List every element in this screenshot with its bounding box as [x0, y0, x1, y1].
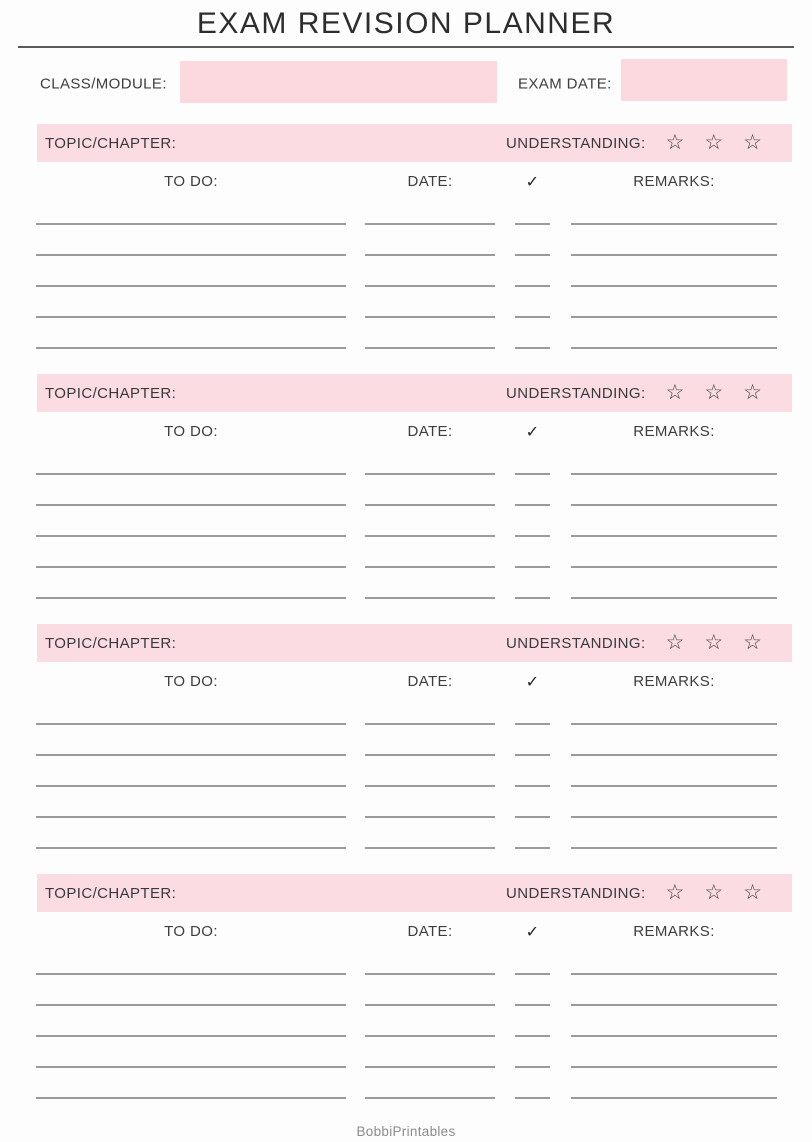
check-column-icon: ✓ [525, 423, 540, 441]
entry-row [36, 225, 812, 256]
entry-row [36, 975, 812, 1006]
topic-chapter-label: TOPIC/CHAPTER: [45, 134, 177, 152]
write-line-check[interactable] [515, 725, 550, 756]
write-line-date[interactable] [365, 225, 495, 256]
topic-chapter-bar [37, 874, 792, 912]
write-line-todo[interactable] [36, 1068, 346, 1099]
sections [0, 124, 812, 1099]
write-line-date[interactable] [365, 194, 495, 225]
star-icon[interactable]: ☆ [743, 380, 762, 404]
write-line-date[interactable] [365, 725, 495, 756]
write-line-remarks[interactable] [571, 756, 777, 787]
page-title: EXAM REVISION PLANNER [196, 7, 616, 40]
rows [0, 694, 812, 849]
stars [665, 380, 762, 404]
star-icon[interactable]: ☆ [704, 380, 724, 404]
col-date-label: DATE: [407, 923, 453, 940]
write-line-date[interactable] [365, 256, 495, 287]
entry-row [36, 256, 812, 287]
write-line-remarks[interactable] [571, 787, 777, 818]
col-todo-label: TO DO: [164, 673, 218, 690]
write-line-todo[interactable] [36, 537, 346, 568]
star-icon[interactable]: ☆ [743, 880, 762, 904]
col-date-label: DATE: [407, 173, 453, 190]
write-line-todo[interactable] [36, 787, 346, 818]
col-todo-label: TO DO: [164, 423, 218, 440]
write-line-remarks[interactable] [571, 694, 777, 725]
write-line-todo[interactable] [36, 568, 346, 599]
write-line-todo[interactable] [36, 475, 346, 506]
star-icon[interactable]: ☆ [743, 630, 762, 654]
entry-row [36, 694, 812, 725]
write-line-remarks[interactable] [571, 1037, 777, 1068]
stars [665, 880, 762, 904]
column-headers [36, 919, 812, 944]
write-line-date[interactable] [365, 475, 495, 506]
entry-row [36, 1037, 812, 1068]
write-line-remarks[interactable] [571, 475, 777, 506]
check-column-icon: ✓ [525, 923, 540, 941]
topic-chapter-bar [37, 374, 792, 412]
write-line-check[interactable] [515, 1068, 550, 1099]
star-icon[interactable]: ☆ [704, 630, 724, 654]
rows [0, 194, 812, 349]
understanding-group [506, 130, 762, 154]
column-headers [36, 169, 812, 194]
write-line-remarks[interactable] [571, 194, 777, 225]
understanding-group [506, 380, 762, 404]
col-remarks-label: REMARKS: [633, 673, 715, 690]
exam-date-label: EXAM DATE: [518, 75, 612, 93]
entry-row [36, 756, 812, 787]
write-line-remarks[interactable] [571, 318, 777, 349]
write-line-todo[interactable] [36, 444, 346, 475]
write-line-check[interactable] [515, 818, 550, 849]
star-icon[interactable]: ☆ [665, 630, 685, 654]
write-line-check[interactable] [515, 256, 550, 287]
write-line-todo[interactable] [36, 1006, 346, 1037]
write-line-date[interactable] [365, 287, 495, 318]
write-line-remarks[interactable] [571, 568, 777, 599]
write-line-remarks[interactable] [571, 506, 777, 537]
write-line-todo[interactable] [36, 818, 346, 849]
write-line-remarks[interactable] [571, 444, 777, 475]
write-line-check[interactable] [515, 1037, 550, 1068]
topic-chapter-bar [37, 624, 792, 662]
entry-row [36, 568, 812, 599]
write-line-todo[interactable] [36, 506, 346, 537]
write-line-todo[interactable] [36, 318, 346, 349]
write-line-check[interactable] [515, 506, 550, 537]
understanding-group [506, 880, 762, 904]
write-line-check[interactable] [515, 475, 550, 506]
write-line-todo[interactable] [36, 1037, 346, 1068]
write-line-check[interactable] [515, 537, 550, 568]
write-line-remarks[interactable] [571, 975, 777, 1006]
write-line-check[interactable] [515, 787, 550, 818]
write-line-check[interactable] [515, 225, 550, 256]
entry-row [36, 787, 812, 818]
understanding-label: UNDERSTANDING: [506, 634, 646, 652]
entry-row [36, 537, 812, 568]
write-line-todo[interactable] [36, 256, 346, 287]
star-icon[interactable]: ☆ [665, 380, 685, 404]
entry-row [36, 318, 812, 349]
write-line-date[interactable] [365, 444, 495, 475]
col-remarks-label: REMARKS: [633, 423, 715, 440]
write-line-date[interactable] [365, 787, 495, 818]
write-line-remarks[interactable] [571, 1068, 777, 1099]
section [0, 374, 812, 599]
write-line-check[interactable] [515, 1006, 550, 1037]
write-line-todo[interactable] [36, 194, 346, 225]
write-line-check[interactable] [515, 444, 550, 475]
title-divider [18, 46, 794, 48]
write-line-remarks[interactable] [571, 287, 777, 318]
col-todo-label: TO DO: [164, 923, 218, 940]
check-column-icon: ✓ [525, 173, 540, 191]
write-line-check[interactable] [515, 568, 550, 599]
topic-chapter-label: TOPIC/CHAPTER: [45, 634, 177, 652]
entry-row [36, 725, 812, 756]
write-line-todo[interactable] [36, 975, 346, 1006]
write-line-remarks[interactable] [571, 537, 777, 568]
rows [0, 944, 812, 1099]
write-line-date[interactable] [365, 756, 495, 787]
entry-row [36, 444, 812, 475]
entry-row [36, 287, 812, 318]
write-line-todo[interactable] [36, 756, 346, 787]
class-module-input[interactable] [180, 61, 497, 103]
write-line-remarks[interactable] [571, 225, 777, 256]
entry-row [36, 818, 812, 849]
write-line-check[interactable] [515, 756, 550, 787]
write-line-todo[interactable] [36, 287, 346, 318]
entry-row [36, 1006, 812, 1037]
understanding-label: UNDERSTANDING: [506, 134, 646, 152]
entry-row [36, 194, 812, 225]
topic-chapter-label: TOPIC/CHAPTER: [45, 384, 177, 402]
write-line-date[interactable] [365, 1006, 495, 1037]
rows [0, 444, 812, 599]
star-icon[interactable]: ☆ [704, 880, 724, 904]
understanding-label: UNDERSTANDING: [506, 884, 646, 902]
write-line-remarks[interactable] [571, 944, 777, 975]
exam-date-input[interactable] [621, 59, 787, 101]
footer-credit: BobbiPrintables [356, 1124, 456, 1139]
class-module-label: CLASS/MODULE: [40, 75, 167, 93]
entry-row [36, 475, 812, 506]
write-line-todo[interactable] [36, 694, 346, 725]
write-line-date[interactable] [365, 818, 495, 849]
col-todo-label: TO DO: [164, 173, 218, 190]
write-line-date[interactable] [365, 975, 495, 1006]
write-line-check[interactable] [515, 287, 550, 318]
write-line-remarks[interactable] [571, 1006, 777, 1037]
entry-row [36, 1068, 812, 1099]
col-remarks-label: REMARKS: [633, 173, 715, 190]
write-line-date[interactable] [365, 1037, 495, 1068]
write-line-date[interactable] [365, 318, 495, 349]
write-line-check[interactable] [515, 694, 550, 725]
column-headers [36, 669, 812, 694]
write-line-check[interactable] [515, 975, 550, 1006]
topic-chapter-bar [37, 124, 792, 162]
star-icon[interactable]: ☆ [704, 130, 724, 154]
top-fields [0, 61, 812, 107]
write-line-todo[interactable] [36, 725, 346, 756]
write-line-check[interactable] [515, 194, 550, 225]
section [0, 124, 812, 349]
stars [665, 130, 762, 154]
write-line-remarks[interactable] [571, 256, 777, 287]
star-icon[interactable]: ☆ [665, 880, 685, 904]
write-line-date[interactable] [365, 1068, 495, 1099]
write-line-date[interactable] [365, 944, 495, 975]
section [0, 874, 812, 1099]
write-line-date[interactable] [365, 506, 495, 537]
entry-row [36, 944, 812, 975]
topic-chapter-label: TOPIC/CHAPTER: [45, 884, 177, 902]
write-line-todo[interactable] [36, 944, 346, 975]
star-icon[interactable]: ☆ [743, 130, 762, 154]
write-line-date[interactable] [365, 568, 495, 599]
write-line-todo[interactable] [36, 225, 346, 256]
write-line-remarks[interactable] [571, 818, 777, 849]
understanding-group [506, 630, 762, 654]
check-column-icon: ✓ [525, 673, 540, 691]
section [0, 624, 812, 849]
stars [665, 630, 762, 654]
write-line-remarks[interactable] [571, 725, 777, 756]
column-headers [36, 419, 812, 444]
col-date-label: DATE: [407, 423, 453, 440]
entry-row [36, 506, 812, 537]
col-remarks-label: REMARKS: [633, 923, 715, 940]
write-line-check[interactable] [515, 944, 550, 975]
col-date-label: DATE: [407, 673, 453, 690]
write-line-check[interactable] [515, 318, 550, 349]
understanding-label: UNDERSTANDING: [506, 384, 646, 402]
write-line-date[interactable] [365, 694, 495, 725]
star-icon[interactable]: ☆ [665, 130, 685, 154]
write-line-date[interactable] [365, 537, 495, 568]
